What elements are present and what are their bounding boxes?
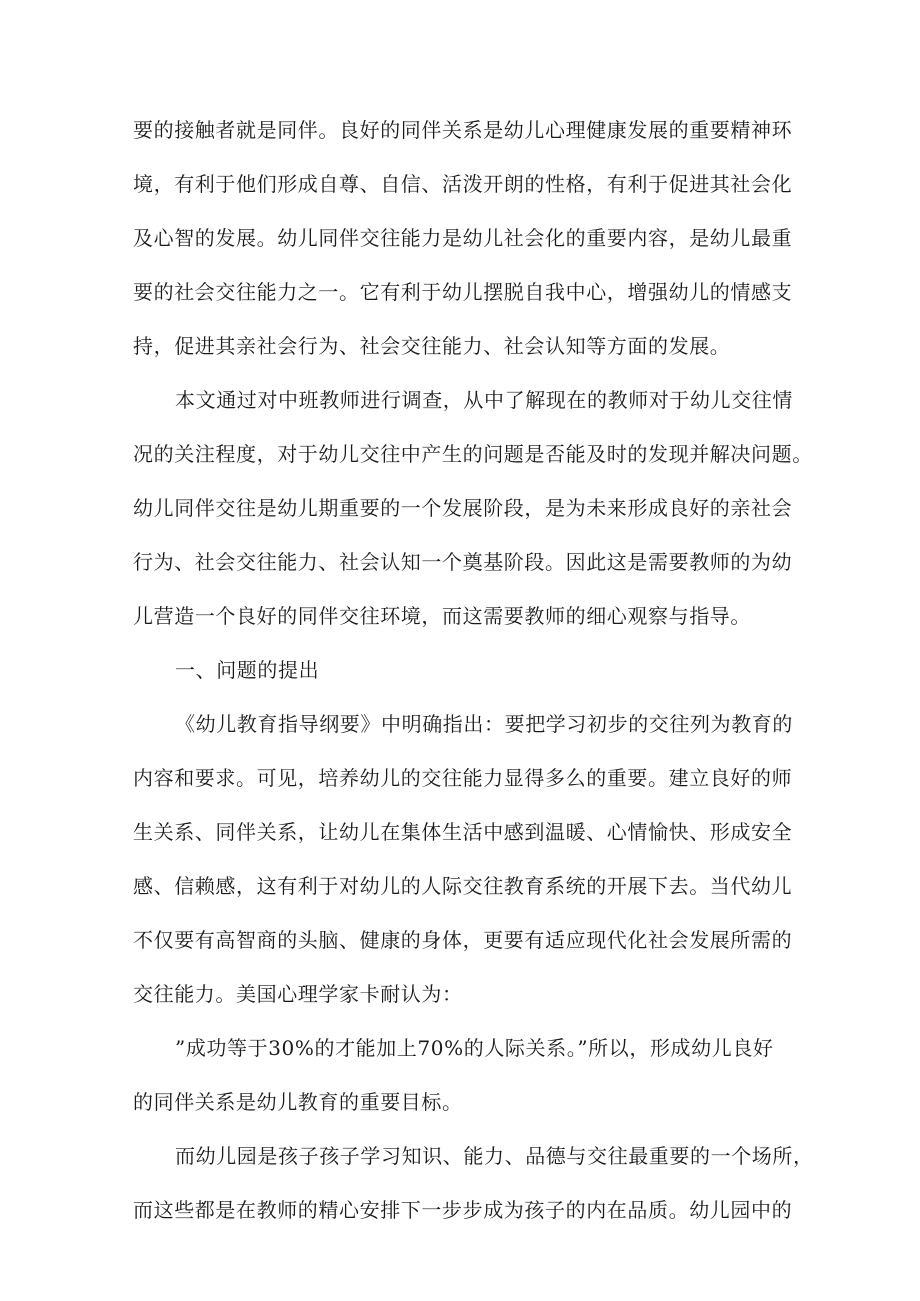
text-line: 况的关注程度，对于幼儿交往中产生的问题是否能及时的发现并解决问题。	[133, 442, 813, 466]
text-line: ”成功等于30%的才能加上70%的人际关系。”所以，形成幼儿良好	[175, 1036, 774, 1060]
text-line: 幼儿同伴交往是幼儿期重要的一个发展阶段，是为未来形成良好的亲社会	[133, 496, 793, 520]
section-heading: 一、问题的提出	[175, 658, 320, 682]
text-line: 持，促进其亲社会行为、社会交往能力、社会认知等方面的发展。	[133, 334, 731, 358]
text-line: 感、信赖感，这有利于对幼儿的人际交往教育系统的开展下去。当代幼儿	[133, 874, 793, 898]
text-line: 《幼儿教育指导纲要》中明确指出：要把学习初步的交往列为教育的	[175, 712, 793, 736]
text-line: 不仅要有高智商的头脑、健康的身体，更要有适应现代化社会发展所需的	[133, 928, 793, 952]
text-line: 而这些都是在教师的精心安排下一步步成为孩子的内在品质。幼儿园中的	[133, 1198, 793, 1222]
text-line: 行为、社会交往能力、社会认知一个奠基阶段。因此这是需要教师的为幼	[133, 550, 793, 574]
text-line: 儿营造一个良好的同伴交往环境，而这需要教师的细心观察与指导。	[133, 604, 751, 628]
text-line: 要的社会交往能力之一。它有利于幼儿摆脱自我中心，增强幼儿的情感支	[133, 280, 793, 304]
text-line: 内容和要求。可见，培养幼儿的交往能力显得多么的重要。建立良好的师	[133, 766, 793, 790]
text-line: 而幼儿园是孩子孩子学习知识、能力、品德与交往最重要的一个场所，	[175, 1144, 814, 1168]
text-line: 的同伴关系是幼儿教育的重要目标。	[133, 1090, 463, 1114]
text-line: 本文通过对中班教师进行调查，从中了解现在的教师对于幼儿交往情	[175, 388, 793, 412]
text-line: 境，有利于他们形成自尊、自信、活泼开朗的性格，有利于促进其社会化	[133, 172, 793, 196]
text-line: 生关系、同伴关系，让幼儿在集体生活中感到温暖、心情愉快、形成安全	[133, 820, 793, 844]
text-line: 交往能力。美国心理学家卡耐认为：	[133, 982, 463, 1006]
text-line: 要的接触者就是同伴。良好的同伴关系是幼儿心理健康发展的重要精神环	[133, 118, 793, 142]
text-line: 及心智的发展。幼儿同伴交往能力是幼儿社会化的重要内容，是幼儿最重	[133, 226, 793, 250]
